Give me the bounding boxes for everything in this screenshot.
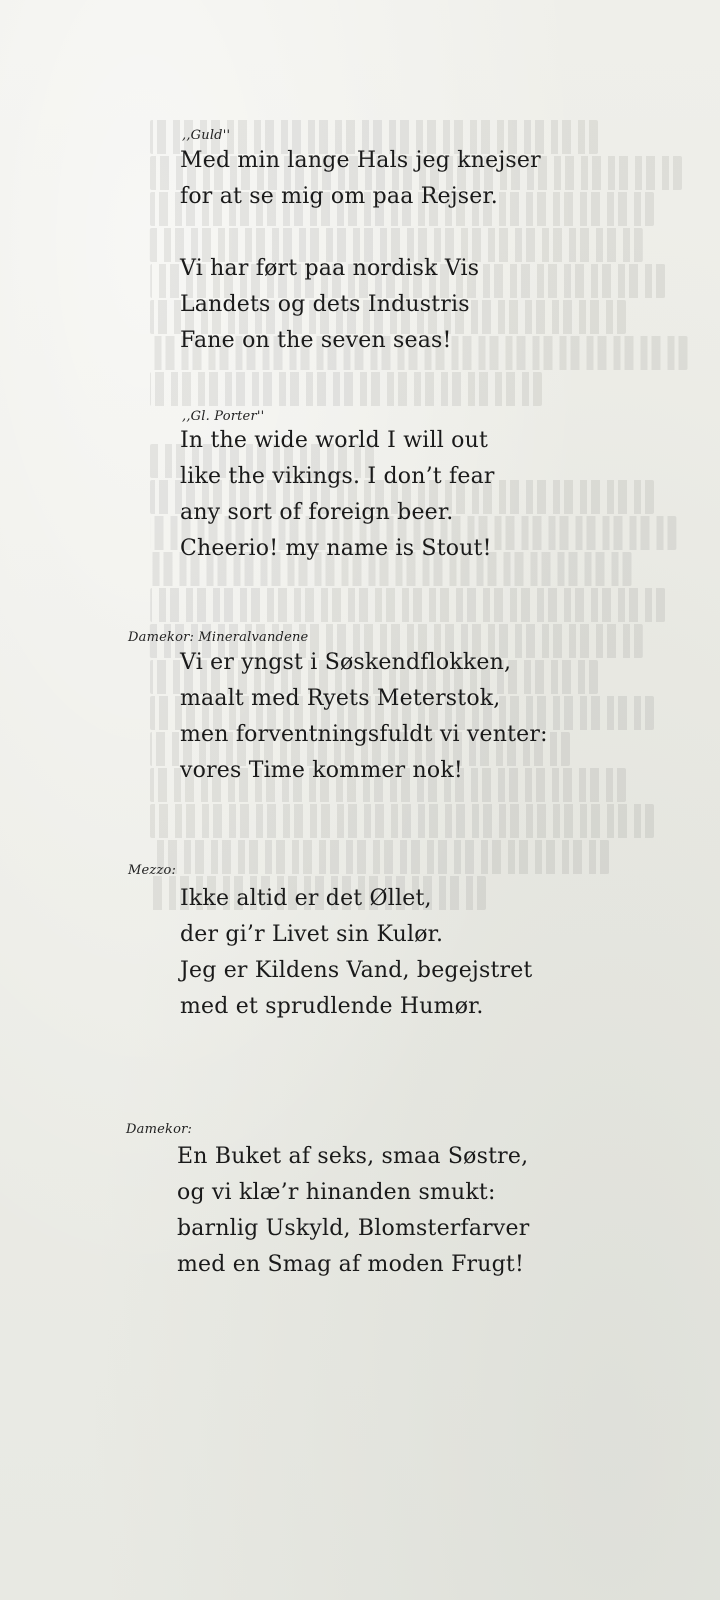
verse-line: Cheerio! my name is Stout! <box>180 536 492 561</box>
verse-heading: Mezzo: <box>128 863 177 878</box>
verse-line: In the wide world I will out <box>180 428 489 453</box>
verse-heading: ,,Guld'' <box>182 128 231 143</box>
verse-line: Landets og dets Industris <box>180 292 470 317</box>
verse-heading: ,,Gl. Porter'' <box>182 409 265 424</box>
verse-line: men forventningsfuldt vi venter: <box>180 722 548 747</box>
verse-line: for at se mig om paa Rejser. <box>180 184 498 209</box>
verse-line: En Buket af seks, smaa Søstre, <box>177 1144 529 1169</box>
verse-line: med et sprudlende Humør. <box>180 994 484 1019</box>
verse-line: Vi har ført paa nordisk Vis <box>180 256 480 281</box>
verse-line: maalt med Ryets Meterstok, <box>180 686 501 711</box>
verse-heading: Damekor: <box>126 1122 193 1137</box>
verse-line: like the vikings. I don’t fear <box>180 464 495 489</box>
verse-line: Jeg er Kildens Vand, begejstret <box>180 958 533 983</box>
verse-line: Med min lange Hals jeg knejser <box>180 148 541 173</box>
verse-line: barnlig Uskyld, Blomsterfarver <box>177 1216 530 1241</box>
verse-line: Ikke altid er det Øllet, <box>180 886 432 911</box>
verse-line: Vi er yngst i Søskendflokken, <box>180 650 512 675</box>
reverse-side-bleed-through <box>150 120 710 1020</box>
verse-line: Fane on the seven seas! <box>180 328 452 353</box>
verse-heading: Damekor: Mineralvandene <box>128 630 309 645</box>
verse-line: der gi’r Livet sin Kulør. <box>180 922 444 947</box>
verse-line: vores Time kommer nok! <box>180 758 463 783</box>
verse-line: med en Smag af moden Frugt! <box>177 1252 525 1277</box>
verse-line: og vi klæ’r hinanden smukt: <box>177 1180 496 1205</box>
verse-line: any sort of foreign beer. <box>180 500 454 525</box>
